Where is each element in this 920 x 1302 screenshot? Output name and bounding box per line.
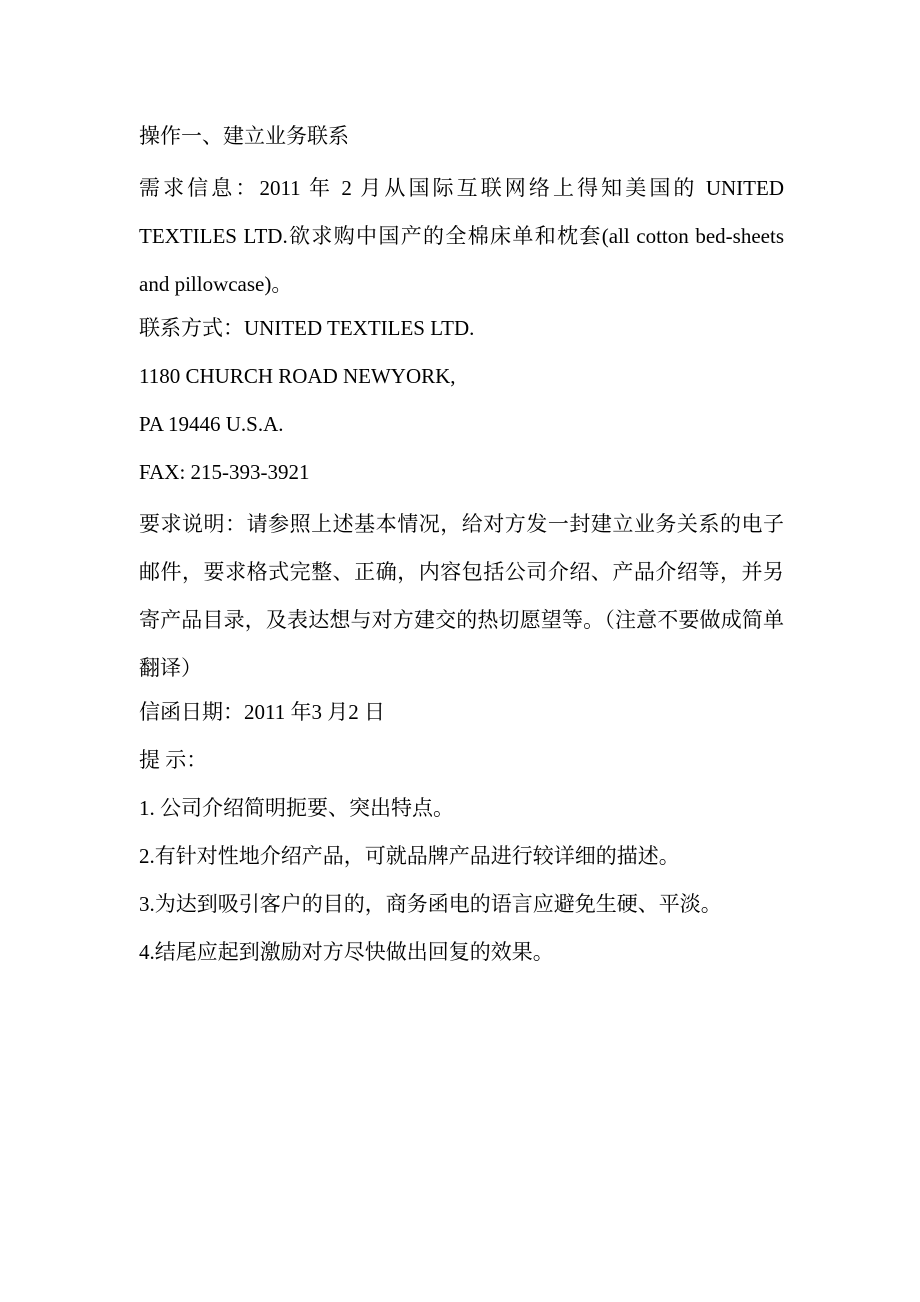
section-title: 操作一、建立业务联系	[139, 124, 349, 148]
contact-line-company: 联系方式：UNITED TEXTILES LTD.	[139, 316, 475, 340]
hint-item: 4.结尾应起到激励对方尽快做出回复的效果。	[139, 940, 554, 964]
hint-item: 1. 公司介绍简明扼要、突出特点。	[139, 796, 454, 820]
document-body	[139, 116, 784, 980]
hint-item: 2.有针对性地介绍产品，可就品牌产品进行较详细的描述。	[139, 844, 680, 868]
hints-title: 提 示：	[139, 748, 208, 772]
contact-line-address: 1180 CHURCH ROAD NEWYORK,	[139, 364, 456, 388]
contact-line-postal: PA 19446 U.S.A.	[139, 412, 284, 436]
contact-line-fax: FAX: 215-393-3921	[139, 460, 310, 484]
requirements-paragraph: 要求说明：请参照上述基本情况，给对方发一封建立业务关系的电子邮件，要求格式完整、正确，内容包括公司介绍、产品介绍等，并另寄产品目录，及表达想与对方建交的热切愿望等。（注意不要做成简单翻译）	[139, 512, 784, 680]
letter-date: 信函日期：2011 年3 月2 日	[139, 700, 385, 724]
demand-info-paragraph: 需求信息：2011 年 2 月从国际互联网络上得知美国的 UNITED TEXTILES LTD.欲求购中国产的全棉床单和枕套(all cotton bed-sheets and pillowcase)。	[139, 176, 784, 296]
hint-item: 3.为达到吸引客户的目的，商务函电的语言应避免生硬、平淡。	[139, 892, 722, 916]
